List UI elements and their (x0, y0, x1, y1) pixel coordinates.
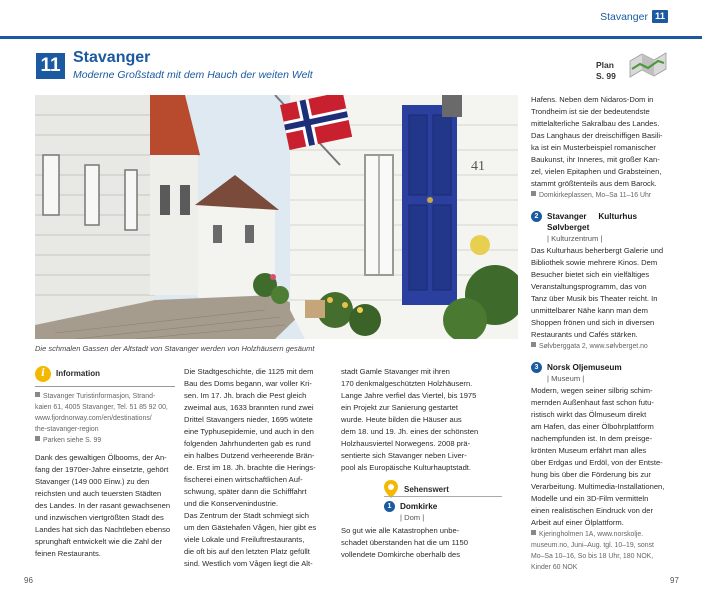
text-line: sind. Westlich vom Vågen liegt die Alt- (184, 559, 313, 568)
text-line: eine Typhusepidemie, und auch in den (184, 427, 314, 436)
text-line: und inzwischen viertgrößten Stadt des (35, 513, 164, 522)
sight-type: | Museum | (547, 374, 585, 383)
text-line: Verarbeitung. Multimedia-Installationen, (531, 482, 665, 491)
text-line: Shoppen frönen und sich in diversen (531, 318, 655, 327)
text-line: reichsten und auch teuersten Städten (35, 489, 162, 498)
svg-text:41: 41 (471, 159, 485, 174)
sight-heading (531, 362, 665, 373)
sight-heading (384, 501, 504, 512)
text-line: Das Zentrum der Stadt schmiegt sich (184, 511, 309, 520)
sights-heading-label: Sehenswert (404, 484, 449, 494)
chapter-number: 11 (36, 53, 65, 79)
text-line: zel, vielen Epitaphen und Grabsteinen, (531, 167, 662, 176)
text-line: Modern, wegen seiner silbrig schim- (531, 386, 653, 395)
text-line: die oft bis auf den letzten Platz gefüllt (184, 547, 310, 556)
sights-divider (384, 496, 502, 497)
text-line: Stavanger (149 000 Einw.) zu den (35, 477, 150, 486)
text-line: hung bis über die Förderung bis zur (531, 470, 651, 479)
sight-number-badge: 2 (531, 211, 542, 222)
chapter-subtitle: Moderne Großstadt mit dem Hauch der weiten Welt (73, 69, 313, 81)
text-line: unmittelbarer Nähe kann man dem (531, 306, 648, 315)
text-line: Drittel Stavangers nieder, 1695 wütete (184, 415, 313, 424)
text-line: schadet überstanden hat die um 1150 (341, 538, 468, 547)
address-text: Sølvberggata 2, www.sølvberget.no (539, 343, 648, 350)
page-number-left: 96 (24, 576, 33, 585)
sight-name: Domkirke (400, 502, 438, 511)
sight-domkirke (384, 501, 504, 524)
sight-number-badge: 1 (384, 501, 395, 512)
sight-type: | Dom | (400, 513, 425, 522)
info-address (35, 391, 175, 446)
text-line: Tanz über Musik bis Theater reicht. In (531, 294, 658, 303)
info-heading-label: Information (56, 369, 100, 378)
info-heading (35, 366, 175, 382)
history-column (184, 366, 324, 570)
text-line: de. Erst im 18. Jh. brachte die Herings- (184, 463, 316, 472)
header-rule (0, 36, 702, 39)
text-line: Das Kulturhaus beherbergt Galerie und (531, 246, 664, 255)
info-parking: Parken siehe S. 99 (43, 437, 102, 444)
plan-page: S. 99 (596, 71, 616, 81)
text-line: pool als Europäische Kulturhauptstadt. (341, 463, 472, 472)
text-line: Arbeit auf einer Ölplattform. (531, 518, 624, 527)
text-line: sen. Im 17. Jh. brach die Pest gleich (184, 391, 307, 400)
sight-name: Stavanger Kulturhus Sølvberget (547, 212, 637, 232)
text-line: ristisch wirkt das Ölmuseum direkt (531, 410, 647, 419)
text-line: mittelalterliche Sakralbau des Landes. (531, 119, 660, 128)
chapter-title: Stavanger (73, 49, 151, 66)
text-line: fang der 1970er-Jahre einsetzte, gehört (35, 465, 169, 474)
intro-paragraph (35, 452, 177, 560)
plan-reference[interactable] (596, 60, 616, 82)
photo-caption: Die schmalen Gassen der Altstadt von Stavanger werden von Holzhäusern gesäumt (35, 344, 315, 353)
text-line: stammt größtenteils aus dem Barock. (531, 179, 657, 188)
text-line: dem 18. und 19. Jh. eines der schönsten (341, 427, 479, 436)
photo-old-town-stavanger (35, 95, 518, 339)
address-text: Mo–Sa 10–16, So bis 18 Uhr, 180 NOK, (531, 553, 654, 560)
info-line: kaien 61, 4005 Stavanger, Tel. 51 85 92 00, (35, 404, 168, 411)
text-line: feinen Restaurants. (35, 549, 101, 558)
text-line: So gut wie alle Katastrophen unbe- (341, 526, 460, 535)
text-line: Lange Jahre verfiel das Viertel, bis 1975 (341, 391, 477, 400)
text-line: Bibliothek sowie mehrere Kinos. Dem (531, 258, 658, 267)
bullet-square-icon (531, 530, 536, 535)
text-line: Hafens. Neben dem Nidaros-Dom in (531, 95, 654, 104)
sight-address (531, 529, 665, 573)
text-line: Das Langhaus der dreischiffigen Basili- (531, 131, 663, 140)
address-text: Kjeringholmen 1A, www.norskolje. (539, 531, 644, 538)
text-line: zweimal aus, 1633 brannten rund zwei (184, 403, 314, 412)
page-number-right: 97 (670, 576, 679, 585)
text-line: schwung, später dann die Schifffahrt (184, 487, 307, 496)
text-line: viele Lokale und Freiluftrestaurants, (184, 535, 305, 544)
text-line: vollendete Domkirche oberhalb des (341, 550, 461, 559)
map-icon (628, 51, 668, 79)
sight-number-badge: 3 (531, 362, 542, 373)
sight-address (531, 341, 665, 352)
sight-domkirke-text (341, 525, 504, 561)
text-line: Veranstaltungsprogramm, das von (531, 282, 647, 291)
text-line: wurde. Heute bilden die Häuser aus (341, 415, 462, 424)
text-line: Landes hat sich das Nachtleben ebenso (35, 525, 171, 534)
bullet-square-icon (35, 392, 40, 397)
plan-label: Plan (596, 60, 614, 70)
text-line: Modelle und ein 3D-Film vermitteln (531, 494, 649, 503)
address-text: Domkirkeplassen, Mo–Sa 11–16 Uhr (539, 192, 652, 199)
text-line: über Erdgas und Erdöl, von der Entste- (531, 458, 663, 467)
text-line: ein halbes Dutzend verheerende Brän- (184, 451, 315, 460)
text-line: fischerei einen wirtschaftlichen Auf- (184, 475, 303, 484)
text-line: krönten Museum erfährt man alles (531, 446, 647, 455)
text-line: mernden Außenhaut fast schon futu- (531, 398, 654, 407)
info-line-link[interactable]: the-stavanger-region (35, 426, 99, 433)
text-line: nachempfunden ist. In dem preisge- (531, 434, 653, 443)
text-line: am Hafen, das einer Ölbohrplattform (531, 422, 654, 431)
sight-heading (531, 211, 665, 233)
address-text: Kinder 60 NOK (531, 564, 578, 571)
sight-address (531, 190, 665, 201)
sight-type: | Kulturzentrum | (547, 234, 603, 243)
info-box (35, 366, 175, 446)
text-line: 170 denkmalgeschützten Holzhäusern. (341, 379, 473, 388)
text-line: einen realistischen Eindruck von der (531, 506, 653, 515)
address-text: museum.no, Juni–Aug. tgl. 10–19, sonst (531, 542, 654, 549)
text-line: ein Projekt zur Sanierung gestartet (341, 403, 458, 412)
text-line: Die Stadtgeschichte, die 1125 mit dem (184, 367, 314, 376)
running-head-title: Stavanger (600, 10, 648, 23)
text-line: Besucher bietet sich ein vielfältiges (531, 270, 650, 279)
spacer (531, 201, 665, 211)
text-line: Baukunst, ihr Inneres, mit großer Kan- (531, 155, 660, 164)
bullet-square-icon (35, 436, 40, 441)
info-divider (35, 386, 175, 387)
text-line: Trondheim ist sie der bedeutendste (531, 107, 650, 116)
sight-name: Norsk Oljemuseum (547, 363, 622, 372)
text-line: sentierte sich Stavanger neben Liver- (341, 451, 467, 460)
old-town-column (341, 366, 504, 474)
text-line: Restaurants und Cafés stärken. (531, 330, 638, 339)
right-column (531, 94, 665, 573)
spacer (531, 352, 665, 362)
text-line: des Landes. In der rasant gewachsenen (35, 501, 171, 510)
text-line: und die Konservenindustrie. (184, 499, 279, 508)
text-line: Holzhausviertel Norwegens. 2008 prä- (341, 439, 471, 448)
text-line: ka ist ein Musterbeispiel romanischer (531, 143, 656, 152)
info-line-link[interactable]: www.fjordnorway.com/en/destinations/ (35, 415, 152, 422)
text-line: um den Gästehafen Vågen, hier gibt es (184, 523, 317, 532)
text-line: stadt Gamle Stavanger mit ihren (341, 367, 450, 376)
info-line: Stavanger Turistinformasjon, Strand- (43, 393, 156, 400)
running-head (600, 10, 668, 23)
text-line: folgenden Jahrhunderten gab es rund (184, 439, 311, 448)
bullet-square-icon (531, 191, 536, 196)
text-line: Dank des gewaltigen Ölbooms, der An- (35, 453, 167, 462)
text-line: Bau des Doms begann, war voller Kri- (184, 379, 312, 388)
text-line: sprunghaft entwickelt wie die Zahl der (35, 537, 163, 546)
running-head-number: 11 (652, 10, 668, 23)
info-icon: i (35, 366, 51, 382)
bullet-square-icon (531, 342, 536, 347)
